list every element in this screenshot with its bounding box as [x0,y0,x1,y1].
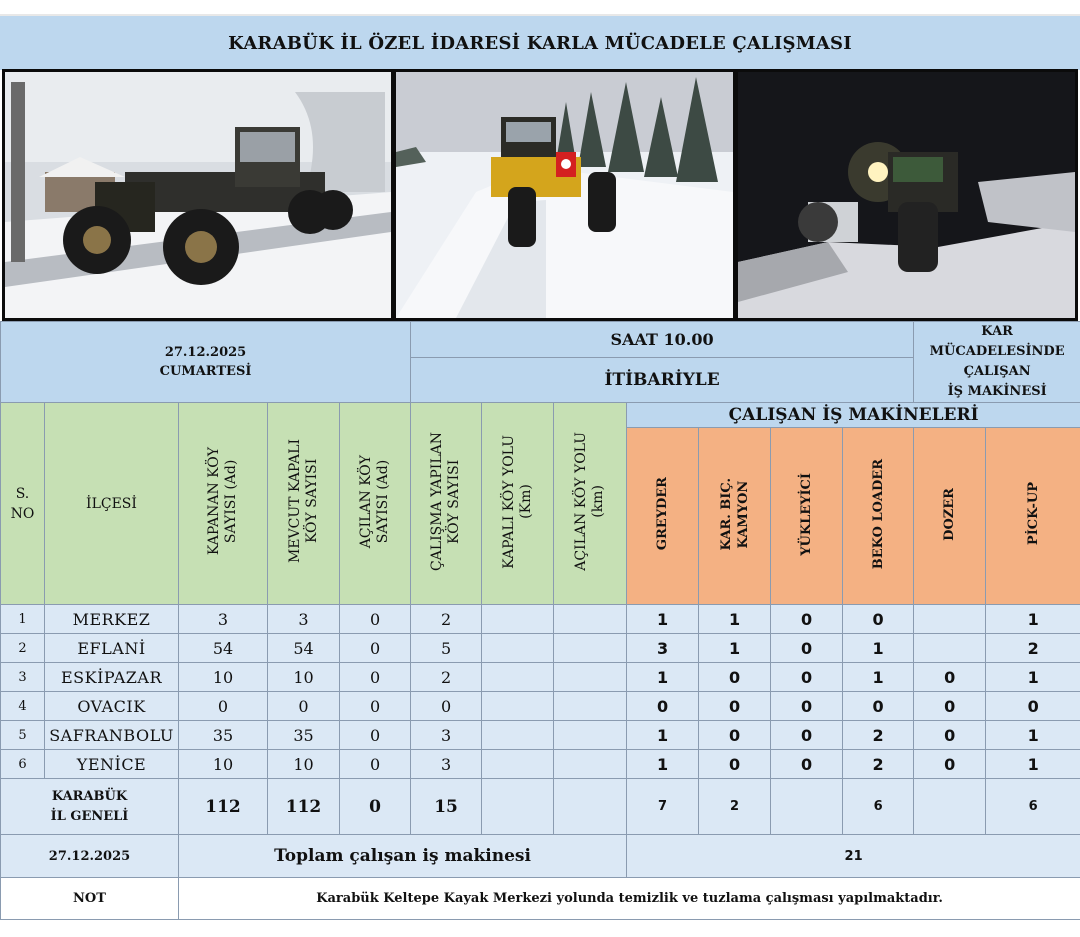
header-truck [699,428,771,605]
cell-opened: 0 [340,663,411,692]
cell-closed: 10 [179,663,268,692]
totals-label [1,779,179,835]
date-cell [1,322,411,403]
cell-dozer [914,605,986,634]
cell-no: 2 [1,634,45,663]
header-opened-road-label: AÇILAN KÖY YOLU (km) [573,432,607,571]
cell-pickup: 1 [986,605,1080,634]
cell-truck: 0 [699,750,771,779]
cell-loader: 0 [771,692,843,721]
cell-pickup: 1 [986,721,1080,750]
machines-title-line-1: KAR MÜCADELESİNDE [929,324,1065,359]
time-cell: SAAT 10.00 [411,322,914,358]
cell-truck: 1 [699,605,771,634]
total-closed: 112 [179,779,268,835]
cell-no: 4 [1,692,45,721]
summary-date: 27.12.2025 [1,835,179,878]
machines-title-line-3: İŞ MAKİNESİ [947,384,1047,399]
total-truck: 2 [699,779,771,835]
cell-opened: 0 [340,750,411,779]
header-opened-villages-label: AÇILAN KÖY SAYISI (Ad) [358,454,392,549]
cell-grader: 1 [627,750,699,779]
cell-grader: 1 [627,605,699,634]
cell-opened: 0 [340,634,411,663]
cell-beko: 1 [843,634,914,663]
total-opened-km [554,779,627,835]
cell-loader: 0 [771,721,843,750]
cell-pickup: 2 [986,634,1080,663]
cell-opened-km [554,721,627,750]
totals-row [1,779,1080,835]
cell-opened: 0 [340,721,411,750]
cell-worked: 3 [411,721,482,750]
cell-worked: 5 [411,634,482,663]
cell-dozer: 0 [914,663,986,692]
header-current-closed [268,403,340,605]
total-opened: 0 [340,779,411,835]
cell-closed: 35 [179,721,268,750]
header-current-closed-label: MEVCUT KAPALI KÖY SAYISI [286,439,320,564]
header-truck-label: KAR. BIÇ. KAMYON [718,477,751,551]
header-district: İLÇESİ [45,403,179,605]
header-pickup-label: PİCK-UP [1025,482,1041,546]
cell-current: 10 [268,750,340,779]
cell-current: 35 [268,721,340,750]
note-label: NOT [1,878,179,920]
cell-truck: 1 [699,634,771,663]
summary-row [1,835,1080,878]
photo-strip [2,69,1078,321]
cell-beko: 2 [843,721,914,750]
table-row [1,750,1080,779]
machines-title-cell [914,322,1080,403]
cell-beko: 1 [843,663,914,692]
header-closed-road-label: KAPALI KÖY YOLU (Km) [500,434,534,569]
cell-closed-km [482,721,554,750]
header-closed-road [482,403,554,605]
cell-beko: 0 [843,692,914,721]
cell-current: 3 [268,605,340,634]
cell-opened-km [554,692,627,721]
cell-district: EFLANİ [45,634,179,663]
cell-closed: 10 [179,750,268,779]
cell-district: YENİCE [45,750,179,779]
total-pickup: 6 [986,779,1080,835]
cell-pickup: 1 [986,750,1080,779]
cell-dozer: 0 [914,692,986,721]
header-pickup [986,428,1080,605]
cell-opened-km [554,605,627,634]
header-grader-label: GREYDER [655,477,671,551]
cell-pickup: 1 [986,663,1080,692]
cell-closed-km [482,750,554,779]
cell-dozer: 0 [914,750,986,779]
cell-truck: 0 [699,692,771,721]
cell-grader: 3 [627,634,699,663]
cell-truck: 0 [699,663,771,692]
cell-closed-km [482,634,554,663]
header-loader-label: YÜKLEYİCİ [799,472,815,556]
cell-closed-km [482,663,554,692]
cell-worked: 2 [411,663,482,692]
header-sno: S. NO [1,403,45,605]
header-worked-villages [411,403,482,605]
cell-loader: 0 [771,634,843,663]
cell-closed-km [482,605,554,634]
photo-grader-forest [396,72,733,318]
cell-pickup: 0 [986,692,1080,721]
report-date: 27.12.2025 [164,345,247,360]
snow-report-table [0,321,1080,920]
summary-value: 21 [627,835,1080,878]
cell-grader: 0 [627,692,699,721]
table-row [1,605,1080,634]
total-loader [771,779,843,835]
summary-label: Toplam çalışan iş makinesi [179,835,627,878]
header-row-top [1,403,1080,428]
header-opened-villages [340,403,411,605]
cell-opened-km [554,663,627,692]
table-row [1,663,1080,692]
photo-grader-night [738,72,1075,318]
cell-opened: 0 [340,605,411,634]
cell-beko: 0 [843,605,914,634]
cell-opened: 0 [340,692,411,721]
report-day: CUMARTESİ [159,364,252,379]
cell-worked: 0 [411,692,482,721]
cell-dozer: 0 [914,721,986,750]
cell-opened-km [554,750,627,779]
header-loader [771,428,843,605]
header-grader [627,428,699,605]
cell-worked: 3 [411,750,482,779]
cell-no: 5 [1,721,45,750]
header-closed-villages-label: KAPANAN KÖY SAYISI (Ad) [206,447,239,556]
cell-closed-km [482,692,554,721]
cell-district: MERKEZ [45,605,179,634]
cell-dozer [914,634,986,663]
table-row [1,692,1080,721]
cell-loader: 0 [771,750,843,779]
total-current: 112 [268,779,340,835]
machines-title-line-2: ÇALIŞAN [963,364,1031,379]
header-dozer-label: DOZER [942,487,958,541]
header-closed-villages [179,403,268,605]
cell-loader: 0 [771,663,843,692]
cell-truck: 0 [699,721,771,750]
cell-district: SAFRANBOLU [45,721,179,750]
totals-label-line-1: KARABÜK [51,788,128,804]
note-row [1,878,1080,920]
info-row-top [1,322,1080,358]
note-text: Karabük Keltepe Kayak Merkezi yolunda temizlik ve tuzlama çalışması yapılmaktadır. [179,878,1080,920]
table-row [1,721,1080,750]
total-beko: 6 [843,779,914,835]
cell-district: OVACIK [45,692,179,721]
header-dozer [914,428,986,605]
cell-opened-km [554,634,627,663]
total-dozer [914,779,986,835]
cell-current: 54 [268,634,340,663]
cell-no: 6 [1,750,45,779]
cell-current: 0 [268,692,340,721]
header-beko-label: BEKO LOADER [870,458,886,570]
header-opened-road [554,403,627,605]
totals-label-line-2: İL GENELİ [50,808,129,824]
cell-district: ESKİPAZAR [45,663,179,692]
photo-grader-village [5,72,391,318]
table-row [1,634,1080,663]
header-beko [843,428,914,605]
header-machines-group: ÇALIŞAN İŞ MAKİNELERİ [627,403,1080,428]
cell-beko: 2 [843,750,914,779]
cell-closed: 3 [179,605,268,634]
since-cell: İTİBARİYLE [411,357,914,402]
cell-grader: 1 [627,721,699,750]
cell-grader: 1 [627,663,699,692]
total-worked: 15 [411,779,482,835]
cell-current: 10 [268,663,340,692]
cell-loader: 0 [771,605,843,634]
report-title: KARABÜK İL ÖZEL İDARESİ KARLA MÜCADELE ÇALIŞMASI [0,14,1080,70]
total-grader: 7 [627,779,699,835]
header-worked-villages-label: ÇALIŞMA YAPILAN KÖY SAYISI [429,431,463,571]
cell-worked: 2 [411,605,482,634]
cell-no: 1 [1,605,45,634]
cell-no: 3 [1,663,45,692]
total-closed-km [482,779,554,835]
cell-closed: 0 [179,692,268,721]
cell-closed: 54 [179,634,268,663]
